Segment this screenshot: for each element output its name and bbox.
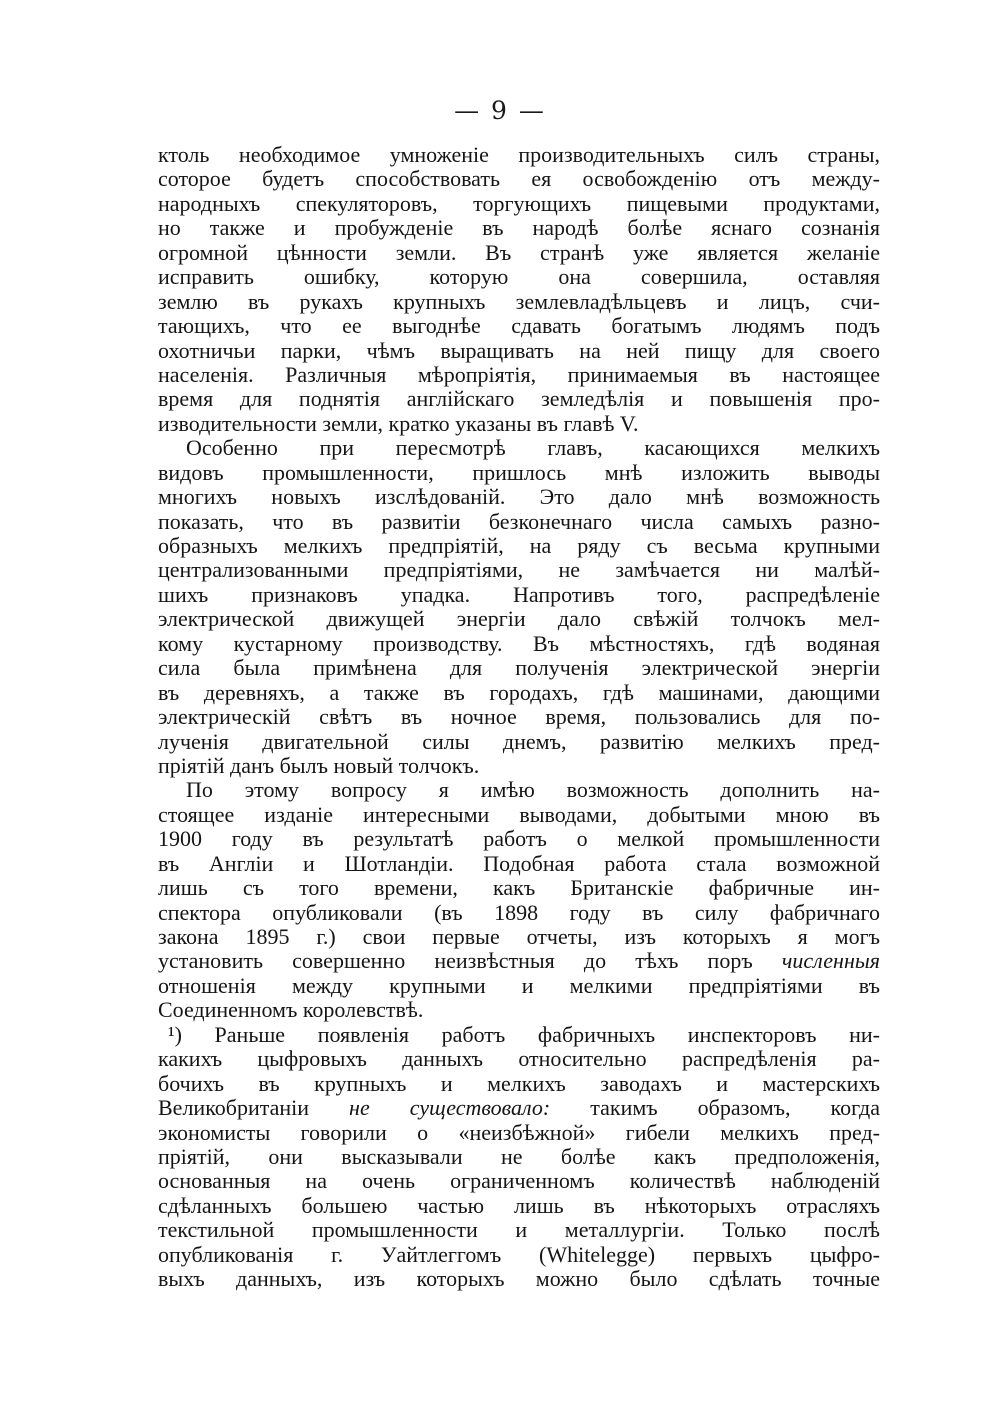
footnote	[158, 1023, 880, 1292]
text-line: исправить ошибку, которую она совершила, оставляя	[158, 265, 880, 290]
text-segment: такимъ образомъ, когда	[590, 1096, 880, 1121]
text-line: шихъ признаковъ упадка. Напротивъ того, распредѣленіе	[158, 582, 880, 607]
text-line: выхъ данныхъ, изъ которыхъ можно было сдѣлать точные	[158, 1267, 880, 1292]
text-line: время для поднятія англійскаго земледѣлія и повышенія про-	[158, 387, 880, 412]
text-line: спектора опубликовали (въ 1898 году въ силу фабричнаго	[158, 900, 880, 925]
text-line: огромной цѣнности земли. Въ странѣ уже является желаніе	[158, 240, 880, 265]
page-number: — 9 —	[454, 96, 546, 125]
text-line: стоящее изданіе интересными выводами, добытыми мною въ	[158, 802, 880, 827]
text-line: въ Англіи и Шотландіи. Подобная работа стала возможной	[158, 851, 880, 876]
text-line: централизованными предпріятіями, не замѣчается ни малѣй-	[158, 558, 880, 583]
text-line: какихъ цыфровыхъ данныхъ относительно распредѣленія ра-	[158, 1047, 880, 1072]
text-line: показать, что въ развитіи безконечнаго числа самыхъ разно-	[158, 509, 880, 534]
text-line: Особенно при пересмотрѣ главъ, касающихся мелкихъ	[186, 436, 880, 461]
text-line: видовъ промышленности, пришлось мнѣ изложить выводы	[158, 460, 880, 485]
text-line: закона 1895 г.) свои первые отчеты, изъ которыхъ я могъ	[158, 925, 880, 949]
text-line: ктоль необходимое умноженіе производительныхъ силъ страны,	[158, 143, 880, 167]
text-line: лученія двигательной силы днемъ, развитію мелкихъ пред-	[158, 729, 880, 754]
text-line: пріятій, они высказывали не болѣе какъ предположенія,	[158, 1144, 880, 1169]
text-line: охотничьи парки, чѣмъ выращивать на ней пищу для своего	[158, 338, 880, 363]
text-line: электрическій свѣтъ въ ночное время, пользовались для по-	[158, 705, 880, 730]
text-line: текстильной промышленности и металлургіи. Только послѣ	[158, 1218, 880, 1243]
text-line-with-italic	[158, 949, 880, 973]
text-line: изводительности земли, кратко указаны въ главѣ V.	[158, 411, 639, 436]
text-line: но также и пробужденіе въ народѣ болѣе яснаго сознанія	[158, 216, 880, 241]
text-line: бочихъ въ крупныхъ и мелкихъ заводахъ и мастерскихъ	[158, 1071, 880, 1096]
text-line: многихъ новыхъ изслѣдованій. Это дало мнѣ возможность	[158, 485, 880, 510]
paragraph-3	[158, 778, 880, 1022]
text-line: Соединенномъ королевствѣ.	[158, 998, 424, 1023]
text-line: тающихъ, что ее выгоднѣе сдавать богатымъ людямъ подъ	[158, 314, 880, 339]
text-line: землю въ рукахъ крупныхъ землевладѣльцевъ и лицъ, счи-	[158, 289, 880, 314]
text-line: основанныя на очень ограниченномъ количествѣ наблюденій	[158, 1169, 880, 1194]
text-line: ¹) Раньше появленія работъ фабричныхъ инспекторовъ ни-	[168, 1022, 880, 1047]
text-line: кому кустарному производству. Въ мѣстностяхъ, гдѣ водяная	[158, 631, 880, 656]
text-line: электрической движущей энергіи дало свѣжій толчокъ мел-	[158, 607, 880, 632]
text-line: образныхъ мелкихъ предпріятій, на ряду съ весьма крупными	[158, 534, 880, 558]
italic-phrase: не существовало:	[349, 1096, 551, 1121]
text-line: По этому вопросу я имѣю возможность дополнить на-	[186, 778, 880, 803]
text-line: въ деревняхъ, а также въ городахъ, гдѣ машинами, дающими	[158, 680, 880, 705]
text-line: экономисты говорили о «неизбѣжной» гибели мелкихъ пред-	[158, 1120, 880, 1145]
paragraph-1	[158, 143, 880, 436]
text-line: 1900 году въ результатѣ работъ о мелкой промышленности	[158, 827, 880, 852]
text-segment: Великобританіи	[158, 1096, 310, 1121]
text-line: лишь съ того времени, какъ Британскіе фабричные ин-	[158, 876, 880, 901]
text-segment: установить совершенно неизвѣстныя до тѣхъ поръ	[158, 949, 753, 974]
text-line: отношенія между крупными и мелкими предпріятіями въ	[158, 973, 880, 998]
paragraph-2	[158, 436, 880, 778]
text-line: сила была примѣнена для полученія электрической энергіи	[158, 656, 880, 681]
text-line: соторое будетъ способствовать ея освобожденію отъ между-	[158, 167, 880, 192]
text-line: сдѣланныхъ большею частью лишь въ нѣкоторыхъ отрасляхъ	[158, 1193, 880, 1218]
text-line: пріятій данъ былъ новый толчокъ.	[158, 753, 480, 778]
text-line: населенія. Различныя мѣропріятія, принимаемыя въ настоящее	[158, 362, 880, 387]
text-line-with-italic	[158, 1096, 880, 1120]
text-line: опубликованія г. Уайтлеггомъ (Whitelegge) первыхъ цыфро-	[158, 1242, 880, 1267]
text-line: народныхъ спекуляторовъ, торгующихъ пищевыми продуктами,	[158, 191, 880, 216]
text-body	[158, 143, 880, 1292]
italic-term: численныя	[781, 949, 880, 974]
